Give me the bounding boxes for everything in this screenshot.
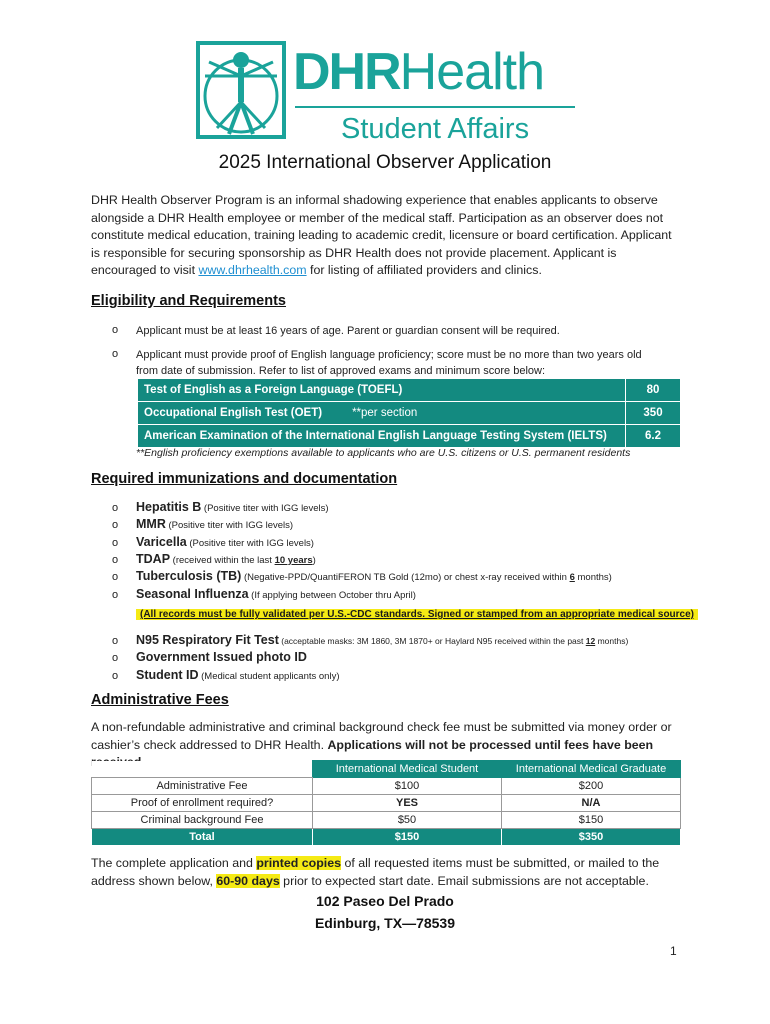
logo-divider: [295, 106, 575, 108]
fees-heading: Administrative Fees: [91, 692, 229, 708]
student-fee: $100: [313, 778, 502, 795]
eligibility-heading: Eligibility and Requirements: [91, 293, 286, 309]
varicella-item: Varicella (Positive titer with IGG levels): [136, 535, 314, 549]
fee-label: Proof of enrollment required?: [92, 795, 313, 812]
bullet-marker: o: [112, 519, 119, 531]
bullet-marker: o: [112, 652, 119, 664]
hepatitis-b-item: Hepatitis B (Positive titer with IGG levels): [136, 500, 329, 514]
bullet-marker: o: [112, 324, 119, 336]
dhr-health-logo: [195, 40, 585, 150]
address-line-2: Edinburg, TX—78539: [314, 915, 456, 931]
column-header: International Medical Student: [313, 761, 502, 778]
exam-name: Test of English as a Foreign Language (TOEFL): [138, 379, 626, 402]
graduate-total: $350: [502, 829, 681, 846]
page-number: 1: [670, 944, 677, 958]
mmr-item: MMR (Positive titer with IGG levels): [136, 517, 294, 531]
table-row: [138, 402, 681, 425]
printed-copies-highlight: printed copies: [256, 856, 342, 870]
graduate-fee: $150: [502, 812, 681, 829]
english-exam-table: [137, 378, 681, 448]
intro-paragraph: DHR Health Observer Program is an informal shadowing experience that enables applicants to observe alongside a DHR Health employee or member of the medical staff. Participation as an observer does not constitute medical education, training leading to academic credit, licensure or board certification. Applicant is responsible for securing sponsorship as DHR Health does not provide placement. Applicant is encouraged to visit www.dhrhealth.com for listing of affiliated providers and clinics.: [91, 193, 672, 277]
fees-paragraph: A non-refundable administrative and criminal background check fee must be submitted via money order or cashier’s check addressed to DHR Health. Applications will not be processed until fees have been: [91, 720, 672, 752]
logo-subtitle: Student Affairs: [341, 113, 530, 145]
table-row: [92, 795, 681, 812]
table-row: [138, 379, 681, 402]
eligibility-age-item: Applicant must be at least 16 years of age. Parent or guardian consent will be required.: [136, 325, 560, 337]
bullet-marker: o: [112, 502, 119, 514]
seasonal-influenza-item: Seasonal Influenza (If applying between October thru April): [136, 587, 416, 601]
exam-name: American Examination of the International English Language Testing System (IELTS): [138, 425, 626, 448]
government-id-item: Government Issued photo ID: [136, 650, 307, 664]
fee-label: Administrative Fee: [92, 778, 313, 795]
immunizations-heading: Required immunizations and documentation: [91, 471, 398, 487]
table-row: [138, 425, 681, 448]
student-id-item: Student ID (Medical student applicants only): [136, 668, 340, 682]
header-blank-cell: [92, 761, 313, 778]
table-header-row: [92, 761, 681, 778]
english-exemption-note: **English proficiency exemptions available to applicants who are U.S. citizens or U.S. permanent residents: [136, 447, 631, 459]
eligibility-english-item: Applicant must provide proof of English language proficiency; score must be no more than two years old from date of submission. Refer to list of approved exams and minimum score below:: [136, 349, 642, 377]
student-fee: YES: [313, 795, 502, 812]
tdap-item: TDAP (received within the last 10 years): [136, 552, 316, 566]
vitruvian-man-icon: [195, 40, 287, 140]
bullet-marker: o: [112, 589, 119, 601]
student-total: $150: [313, 829, 502, 846]
bullet-marker: o: [112, 554, 119, 566]
total-label: Total: [92, 829, 313, 846]
bullet-marker: o: [112, 571, 119, 583]
student-fee: $50: [313, 812, 502, 829]
column-header: International Medical Graduate: [502, 761, 681, 778]
exam-name: Occupational English Test (OET) **per section: [138, 402, 626, 425]
closing-paragraph: The complete application and printed copies of all requested items must be submitted, or mailed to the address shown below, 60-90 days prior to expected start date. Email submissions are not acceptable.: [91, 856, 660, 888]
fees-table: [91, 760, 681, 846]
exam-score: 80: [626, 379, 681, 402]
bullet-marker: o: [112, 635, 119, 647]
timeframe-highlight: 60-90 days: [216, 873, 280, 888]
exam-note: **per section: [352, 407, 418, 419]
exam-score: 6.2: [626, 425, 681, 448]
logo-wordmark: DHRHealth: [293, 43, 544, 101]
fee-label: Criminal background Fee: [92, 812, 313, 829]
total-row: [92, 829, 681, 846]
address-line-1: 102 Paseo Del Prado: [316, 893, 454, 909]
table-row: [92, 812, 681, 829]
tuberculosis-item: Tuberculosis (TB) (Negative-PPD/QuantiFERON TB Gold (12mo) or chest x-ray received within 6 months): [136, 569, 612, 583]
dhrhealth-link[interactable]: www.dhrhealth.com: [198, 263, 307, 277]
bullet-marker: o: [112, 537, 119, 549]
bullet-marker: o: [112, 348, 119, 360]
records-validation-note: (All records must be fully validated per U.S.-CDC standards. Signed or stamped from an appropriate medical source): [136, 609, 698, 620]
graduate-fee: N/A: [502, 795, 681, 812]
graduate-fee: $200: [502, 778, 681, 795]
table-row: [92, 778, 681, 795]
page-title: 2025 International Observer Application: [218, 152, 552, 173]
exam-score: 350: [626, 402, 681, 425]
bullet-marker: o: [112, 670, 119, 682]
n95-fit-test-item: N95 Respiratory Fit Test (acceptable masks: 3M 1860, 3M 1870+ or Haylard N95 received within the past 12 months): [136, 633, 629, 647]
